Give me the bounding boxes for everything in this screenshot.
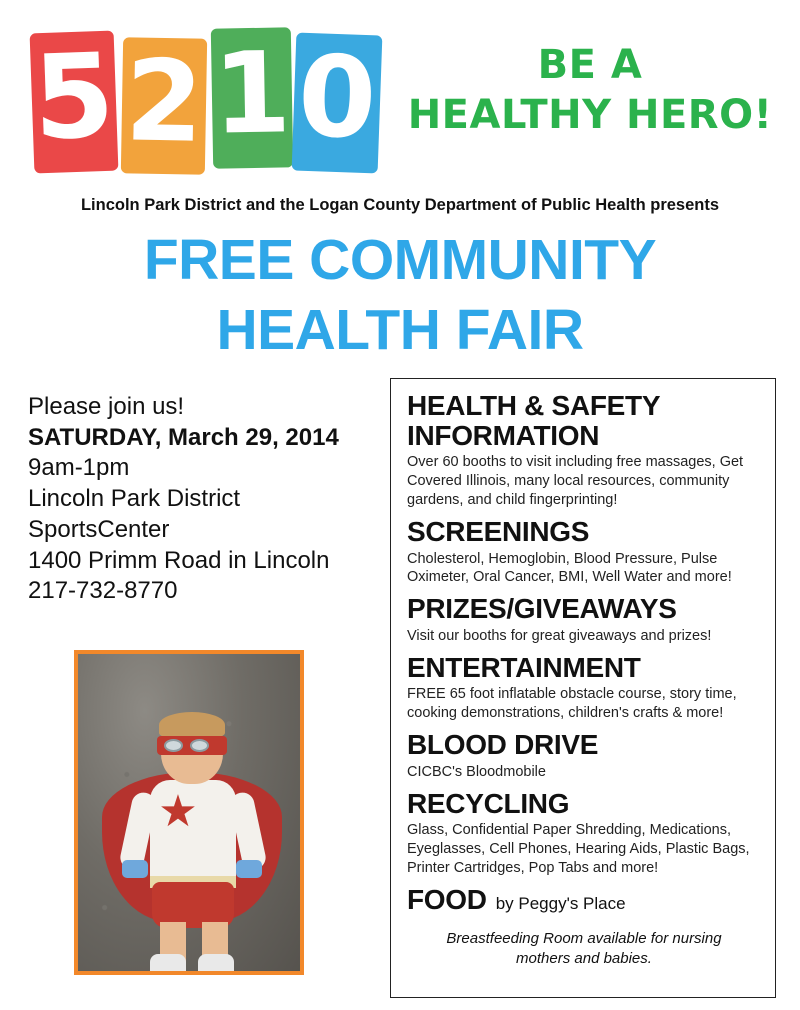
- section-body: Visit our booths for great giveaways and prizes!: [407, 627, 712, 644]
- event-details: [28, 392, 378, 607]
- left-goggle-icon: [164, 739, 183, 752]
- tagline-line-1: BE A: [537, 42, 643, 88]
- superhero-photo: [74, 650, 304, 975]
- tagline-line-2: HEALTHY HERO!: [407, 92, 773, 138]
- right-goggle-icon: [190, 739, 209, 752]
- detail-address: 1400 Primm Road in Lincoln: [28, 546, 330, 574]
- section-screenings: [407, 517, 761, 587]
- section-entertainment: [407, 653, 761, 723]
- presenter-line: Lincoln Park District and the Logan County Department of Public Health presents: [80, 196, 720, 214]
- breastfeeding-note: [407, 929, 761, 970]
- food-vendor: by Peggy's Place: [495, 893, 626, 913]
- right-shoe-shape: [198, 954, 234, 975]
- section-recycling: [407, 789, 761, 878]
- detail-venue-line-2: SportsCenter: [28, 515, 170, 543]
- detail-date: SATURDAY, March 29, 2014: [28, 423, 339, 451]
- photo-background: [78, 654, 300, 971]
- section-heading: ENTERTAINMENT: [407, 651, 641, 683]
- section-body: Cholesterol, Hemoglobin, Blood Pressure, Pulse Oximeter, Oral Cancer, BMI, Well Water and more!: [407, 550, 732, 586]
- left-cuff-shape: [122, 860, 148, 878]
- section-health-safety: [407, 391, 761, 510]
- page-title: [0, 226, 800, 365]
- detail-venue-line-1: Lincoln Park District: [28, 485, 241, 513]
- section-heading: PRIZES/GIVEAWAYS: [407, 593, 677, 625]
- right-cuff-shape: [236, 860, 262, 878]
- left-shoe-shape: [150, 954, 186, 975]
- page-title-line-1: FREE COMMUNITY: [143, 228, 657, 292]
- section-body: Glass, Confidential Paper Shredding, Medications, Eyeglasses, Cell Phones, Hearing Aids, Plastic Bags, Printer Cartridges, Pop Tabs and more!: [407, 822, 750, 876]
- section-body: FREE 65 foot inflatable obstacle course, story time, cooking demonstrations, children's crafts & more!: [407, 686, 737, 722]
- section-heading-line-2: INFORMATION: [407, 419, 600, 451]
- detail-time: 9am-1pm: [28, 454, 130, 482]
- section-food: [407, 885, 761, 915]
- breastfeeding-note-line-2: mothers and babies.: [516, 949, 652, 967]
- section-heading: RECYCLING: [407, 787, 570, 819]
- section-body: CICBC's Bloodmobile: [407, 763, 546, 780]
- logo-digit-5: 5: [30, 31, 119, 174]
- section-blood-drive: [407, 730, 761, 782]
- logo-digit-0: 0: [292, 33, 383, 174]
- hair-shape: [159, 712, 225, 738]
- detail-phone: 217-732-8770: [28, 577, 178, 605]
- logo-digit-1: 1: [211, 27, 293, 168]
- section-heading: SCREENINGS: [407, 515, 590, 547]
- logo-digit-2: 2: [121, 37, 207, 174]
- detail-intro: Please join us!: [28, 393, 185, 420]
- tagline: [400, 40, 780, 140]
- section-body: Over 60 booths to visit including free massages, Get Covered Illinois, many local resources, community gardens, and child fingerprinting!: [407, 454, 744, 509]
- info-panel: [390, 378, 776, 998]
- section-heading-line-1: HEALTH & SAFETY: [407, 390, 661, 421]
- section-heading: FOOD: [407, 883, 487, 915]
- breastfeeding-note-line-1: Breastfeeding Room available for nursing: [446, 929, 722, 947]
- 5210-logo: [28, 18, 383, 178]
- page-title-line-2: HEALTH FAIR: [216, 297, 584, 362]
- section-prizes-giveaways: [407, 594, 761, 646]
- section-heading: BLOOD DRIVE: [407, 729, 599, 761]
